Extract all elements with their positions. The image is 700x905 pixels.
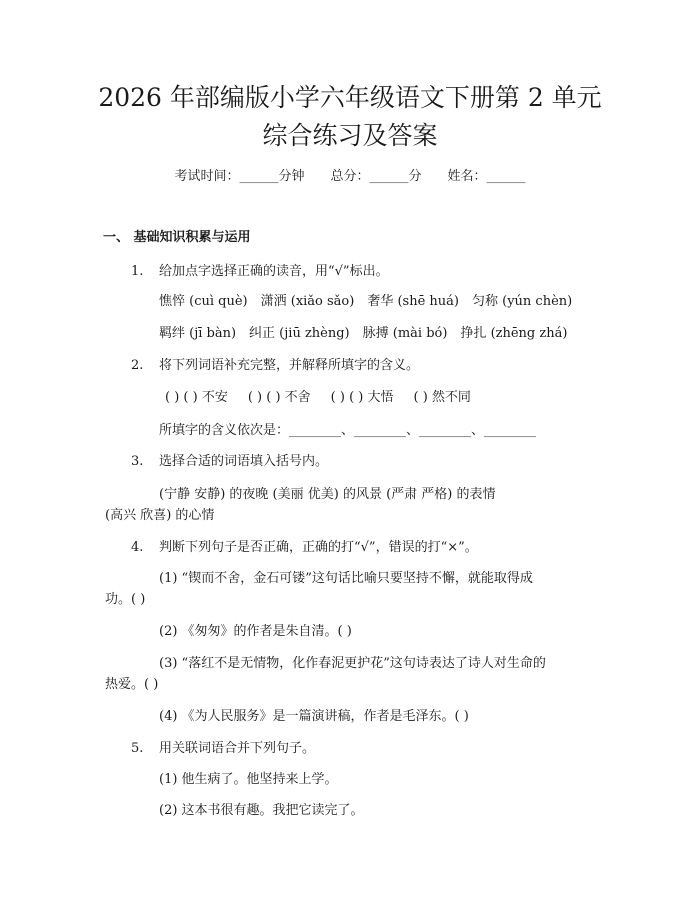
idiom-item: ( ) ( ) 大悟 [330, 390, 394, 405]
question-number: 4. [131, 540, 144, 555]
pinyin-item: 挣扎 (zhēng zhá) [460, 326, 568, 341]
question-number: 1. [131, 264, 144, 279]
exam-name: 姓名：______ [447, 169, 526, 184]
exam-time: 考试时间：______分钟 [174, 169, 305, 184]
page-title-line1: 2026 年部编版小学六年级语文下册第 2 单元 [98, 83, 602, 112]
pinyin-item: 匀称 (yún chèn) [472, 294, 573, 309]
combine-item-2: (2) 这本书很有趣。我把它读完了。 [159, 803, 364, 818]
pinyin-row-1 [159, 292, 572, 312]
question-number: 5. [131, 741, 144, 756]
idiom-item: ( ) 然不同 [413, 390, 471, 405]
section-heading: 一、 基础知识积累与运用 [103, 230, 251, 245]
idiom-meaning: 所填字的含义依次是：________、________、________、________ [159, 423, 537, 438]
judge-item-2: (2) 《匆匆》的作者是朱自清。( ) [159, 624, 352, 639]
question-text: 选择合适的词语填入括号内。 [159, 454, 329, 469]
idiom-row [165, 388, 471, 408]
question-1 [131, 262, 389, 282]
judge-item-3-cont: 热爱。( ) [105, 677, 159, 692]
question-3 [131, 452, 328, 472]
pinyin-row-2 [159, 324, 567, 344]
question-number: 3. [131, 454, 144, 469]
exam-meta [0, 166, 700, 188]
pinyin-item: 羁绊 (jī bàn) [159, 326, 237, 341]
judge-item-1-cont: 功。( ) [105, 592, 146, 607]
word-choice-line-2: (高兴 欣喜) 的心情 [105, 508, 215, 523]
question-text: 将下列词语补充完整，并解释所填字的含义。 [159, 358, 420, 373]
pinyin-item: 憔悴 (cuì què) [159, 294, 248, 309]
question-5 [131, 739, 315, 759]
question-text: 判断下列句子是否正确，正确的打“√”，错误的打“×”。 [159, 540, 478, 555]
question-text: 用关联词语合并下列句子。 [159, 741, 316, 756]
word-choice-line-1: (宁静 安静) 的夜晚 (美丽 优美) 的风景 (严肃 严格) 的表情 [159, 487, 496, 502]
exam-score: 总分：______分 [330, 169, 422, 184]
question-2 [131, 356, 419, 376]
question-4 [131, 538, 478, 558]
pinyin-item: 脉搏 (mài bó) [362, 326, 448, 341]
question-text: 给加点字选择正确的读音，用“√”标出。 [159, 264, 389, 279]
question-number: 2. [131, 358, 144, 373]
combine-item-1: (1) 他生病了。他坚持来上学。 [159, 772, 338, 787]
pinyin-item: 奢华 (shē huá) [367, 294, 459, 309]
page-title-line2: 综合练习及答案 [262, 121, 438, 150]
judge-item-1: (1) “锲而不舍，金石可镂”这句话比喻只要坚持不懈，就能取得成 [159, 571, 533, 586]
pinyin-item: 纠正 (jiū zhèng) [249, 326, 350, 341]
idiom-item: ( ) ( ) 不舍 [247, 390, 311, 405]
judge-item-3: (3) “落红不是无情物，化作春泥更护花”这句诗表达了诗人对生命的 [159, 656, 546, 671]
judge-item-4: (4) 《为人民服务》是一篇演讲稿，作者是毛泽东。( ) [159, 709, 469, 724]
pinyin-item: 潇洒 (xiǎo sǎo) [260, 294, 355, 309]
idiom-item: ( ) ( ) 不安 [165, 390, 228, 405]
